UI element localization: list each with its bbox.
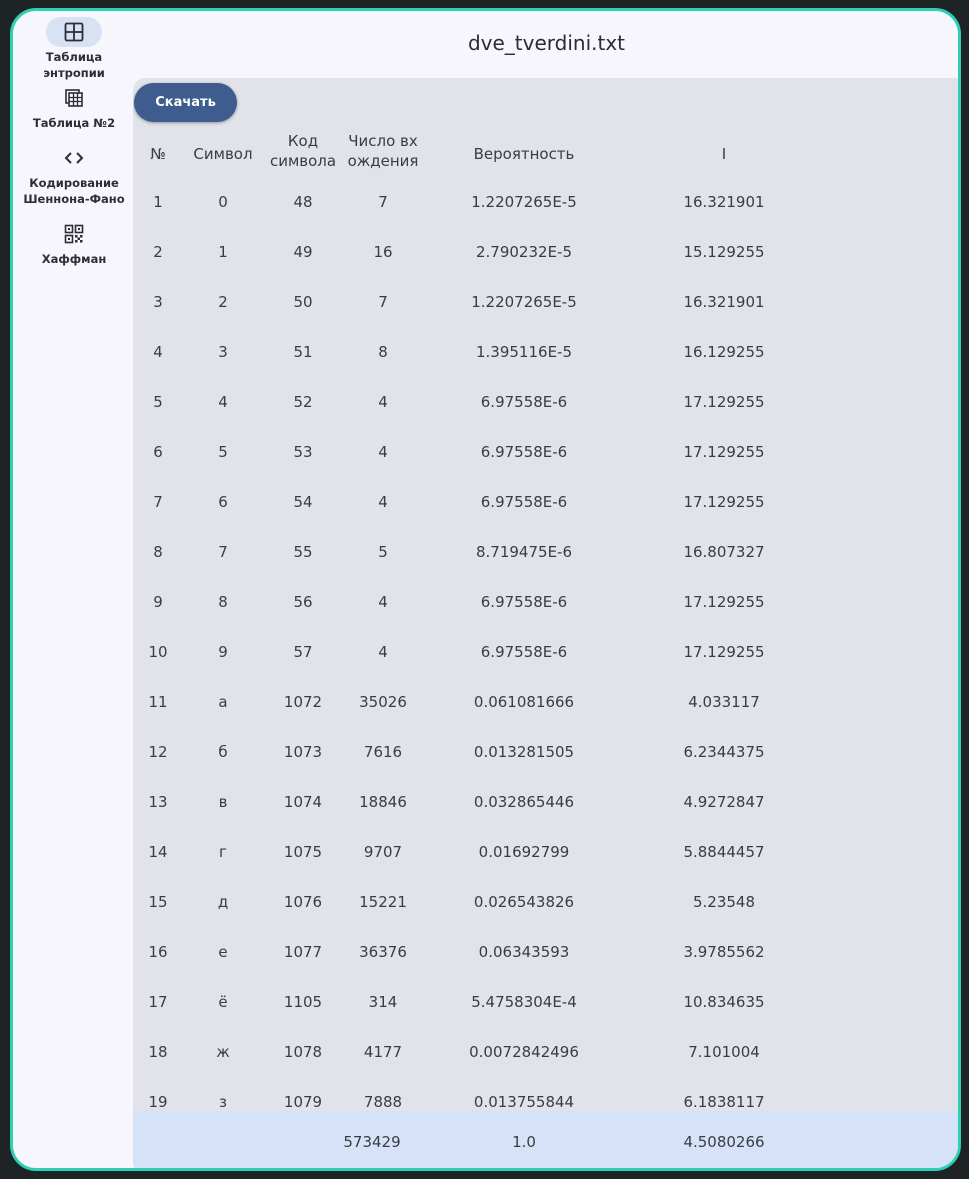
cell-symbol: з (219, 1093, 227, 1111)
cell-symbol: 5 (218, 443, 228, 461)
header-probability: Вероятность (473, 145, 575, 163)
cell-count: 7 (378, 293, 388, 311)
cell-count: 16 (373, 243, 393, 261)
table-row (133, 337, 961, 387)
table-row (133, 887, 961, 937)
table-row (133, 687, 961, 737)
cell-count: 314 (368, 993, 398, 1011)
cell-information: 5.23548 (692, 893, 756, 911)
code-icon (62, 147, 86, 169)
table-row (133, 837, 961, 887)
cell-information: 7.101004 (688, 1043, 760, 1061)
cell-symbol: г (219, 843, 227, 861)
nav-item-table-2[interactable] (13, 83, 135, 131)
cell-code: 1075 (283, 843, 323, 861)
table-row (133, 237, 961, 287)
cell-symbol: д (217, 893, 229, 911)
cell-symbol: 7 (218, 543, 228, 561)
cell-code: 56 (293, 593, 313, 611)
cell-code: 1077 (283, 943, 323, 961)
cell-information: 17.129255 (683, 393, 765, 411)
cell-num: 16 (148, 943, 168, 961)
cell-num: 18 (148, 1043, 168, 1061)
cell-probability: 6.97558E-6 (480, 393, 568, 411)
cell-information: 3.9785562 (683, 943, 765, 961)
cell-probability: 0.026543826 (473, 893, 575, 911)
cell-symbol: б (218, 743, 228, 761)
nav-item-shannon-fano[interactable] (13, 143, 135, 207)
cell-probability: 1.395116E-5 (475, 343, 573, 361)
cell-probability: 6.97558E-6 (480, 493, 568, 511)
cell-code: 50 (293, 293, 313, 311)
cell-num: 14 (148, 843, 168, 861)
cell-probability: 0.032865446 (473, 793, 575, 811)
cell-num: 17 (148, 993, 168, 1011)
cell-information: 6.2344375 (683, 743, 765, 761)
cell-count: 15221 (359, 893, 407, 911)
cell-count: 7888 (363, 1093, 403, 1111)
table-row (133, 937, 961, 987)
cell-probability: 0.01692799 (478, 843, 570, 861)
download-button[interactable]: Скачать (134, 83, 237, 122)
cell-probability: 6.97558E-6 (480, 443, 568, 461)
cell-count: 9707 (363, 843, 403, 861)
cell-probability: 0.013281505 (473, 743, 575, 761)
entropy-table-panel (133, 78, 961, 1171)
table-row (133, 437, 961, 487)
cell-count: 7 (378, 193, 388, 211)
cell-num: 1 (153, 193, 163, 211)
table-row (133, 537, 961, 587)
cell-code: 1105 (283, 993, 323, 1011)
cell-code: 53 (293, 443, 313, 461)
cell-information: 4.9272847 (683, 793, 765, 811)
cell-probability: 6.97558E-6 (480, 593, 568, 611)
table-stack-icon (63, 87, 85, 109)
cell-num: 9 (153, 593, 163, 611)
cell-symbol: 4 (218, 393, 228, 411)
footer-entropy: 4.5080266 (683, 1133, 765, 1151)
cell-count: 36376 (359, 943, 407, 961)
cell-symbol: е (218, 943, 228, 961)
cell-num: 12 (148, 743, 168, 761)
cell-symbol: 1 (218, 243, 228, 261)
cell-information: 16.321901 (683, 193, 765, 211)
cell-num: 8 (153, 543, 163, 561)
header-code: Код символа (269, 132, 337, 170)
cell-count: 35026 (359, 693, 407, 711)
cell-information: 5.8844457 (683, 843, 765, 861)
cell-code: 1074 (283, 793, 323, 811)
cell-num: 19 (148, 1093, 168, 1111)
cell-num: 5 (153, 393, 163, 411)
cell-code: 48 (293, 193, 313, 211)
cell-probability: 1.2207265E-5 (471, 193, 577, 211)
cell-symbol: 3 (218, 343, 228, 361)
footer-total-probability: 1.0 (512, 1133, 536, 1151)
cell-information: 16.129255 (683, 343, 765, 361)
cell-information: 16.321901 (683, 293, 765, 311)
table-row (133, 987, 961, 1037)
cell-probability: 8.719475E-6 (475, 543, 573, 561)
table-footer (133, 1111, 961, 1171)
cell-probability: 5.4758304E-4 (471, 993, 577, 1011)
cell-code: 1072 (283, 693, 323, 711)
table-row (133, 587, 961, 637)
cell-probability: 0.06343593 (478, 943, 570, 961)
nav-item-label: Таблица №2 (32, 116, 116, 130)
cell-count: 4 (378, 443, 388, 461)
cell-count: 4 (378, 493, 388, 511)
cell-count: 18846 (359, 793, 407, 811)
nav-item-active-indicator (46, 17, 102, 47)
cell-symbol: ё (218, 993, 228, 1011)
cell-code: 54 (293, 493, 313, 511)
header-symbol: Символ (193, 145, 253, 163)
app-window (10, 8, 961, 1171)
cell-symbol: 6 (218, 493, 228, 511)
cell-code: 1073 (283, 743, 323, 761)
table-row (133, 737, 961, 787)
table-row (133, 787, 961, 837)
table-row (133, 287, 961, 337)
cell-count: 4177 (363, 1043, 403, 1061)
cell-code: 49 (293, 243, 313, 261)
cell-num: 6 (153, 443, 163, 461)
cell-information: 16.807327 (683, 543, 765, 561)
table-row (133, 487, 961, 537)
cell-count: 4 (378, 593, 388, 611)
cell-count: 4 (378, 393, 388, 411)
nav-item-label: Кодирование Шеннона-Фано (23, 176, 125, 206)
cell-symbol: а (218, 693, 228, 711)
cell-code: 1079 (283, 1093, 323, 1111)
cell-num: 4 (153, 343, 163, 361)
header-information: I (721, 145, 727, 163)
cell-count: 8 (378, 343, 388, 361)
header-count: Число вх ождения (347, 132, 419, 170)
cell-code: 1078 (283, 1043, 323, 1061)
cell-symbol: 9 (218, 643, 228, 661)
nav-item-huffman[interactable] (13, 219, 135, 267)
cell-num: 2 (153, 243, 163, 261)
cell-probability: 0.0072842496 (469, 1043, 579, 1061)
cell-code: 57 (293, 643, 313, 661)
cell-probability: 6.97558E-6 (480, 643, 568, 661)
nav-item-label: Таблица энтропии (43, 50, 105, 80)
qr-code-icon (63, 223, 85, 245)
cell-num: 15 (148, 893, 168, 911)
nav-item-entropy-table[interactable] (13, 17, 135, 81)
cell-information: 15.129255 (683, 243, 765, 261)
cell-num: 11 (148, 693, 168, 711)
cell-probability: 1.2207265E-5 (471, 293, 577, 311)
cell-information: 17.129255 (683, 643, 765, 661)
cell-count: 5 (378, 543, 388, 561)
cell-num: 7 (153, 493, 163, 511)
cell-probability: 0.061081666 (473, 693, 575, 711)
footer-total-count: 573429 (343, 1133, 401, 1151)
cell-code: 51 (293, 343, 313, 361)
header-num: № (150, 145, 166, 163)
cell-information: 6.1838117 (683, 1093, 765, 1111)
cell-num: 13 (148, 793, 168, 811)
cell-code: 1076 (283, 893, 323, 911)
cell-symbol: 8 (218, 593, 228, 611)
cell-code: 55 (293, 543, 313, 561)
navigation-rail (13, 11, 135, 1168)
cell-information: 17.129255 (683, 443, 765, 461)
cell-code: 52 (293, 393, 313, 411)
cell-information: 17.129255 (683, 493, 765, 511)
table-layout-icon (63, 21, 85, 43)
table-row (133, 1037, 961, 1087)
cell-num: 3 (153, 293, 163, 311)
cell-num: 10 (148, 643, 168, 661)
cell-symbol: ж (216, 1043, 230, 1061)
cell-symbol: в (218, 793, 228, 811)
cell-probability: 2.790232E-5 (475, 243, 573, 261)
cell-count: 7616 (363, 743, 403, 761)
table-row (133, 637, 961, 687)
cell-information: 4.033117 (688, 693, 760, 711)
table-row (133, 187, 961, 237)
window-title: dve_tverdini.txt (467, 31, 626, 55)
cell-information: 10.834635 (683, 993, 765, 1011)
cell-symbol: 2 (218, 293, 228, 311)
cell-count: 4 (378, 643, 388, 661)
table-row (133, 387, 961, 437)
cell-symbol: 0 (218, 193, 228, 211)
cell-information: 17.129255 (683, 593, 765, 611)
cell-probability: 0.013755844 (473, 1093, 575, 1111)
nav-item-label: Хаффман (41, 252, 107, 266)
